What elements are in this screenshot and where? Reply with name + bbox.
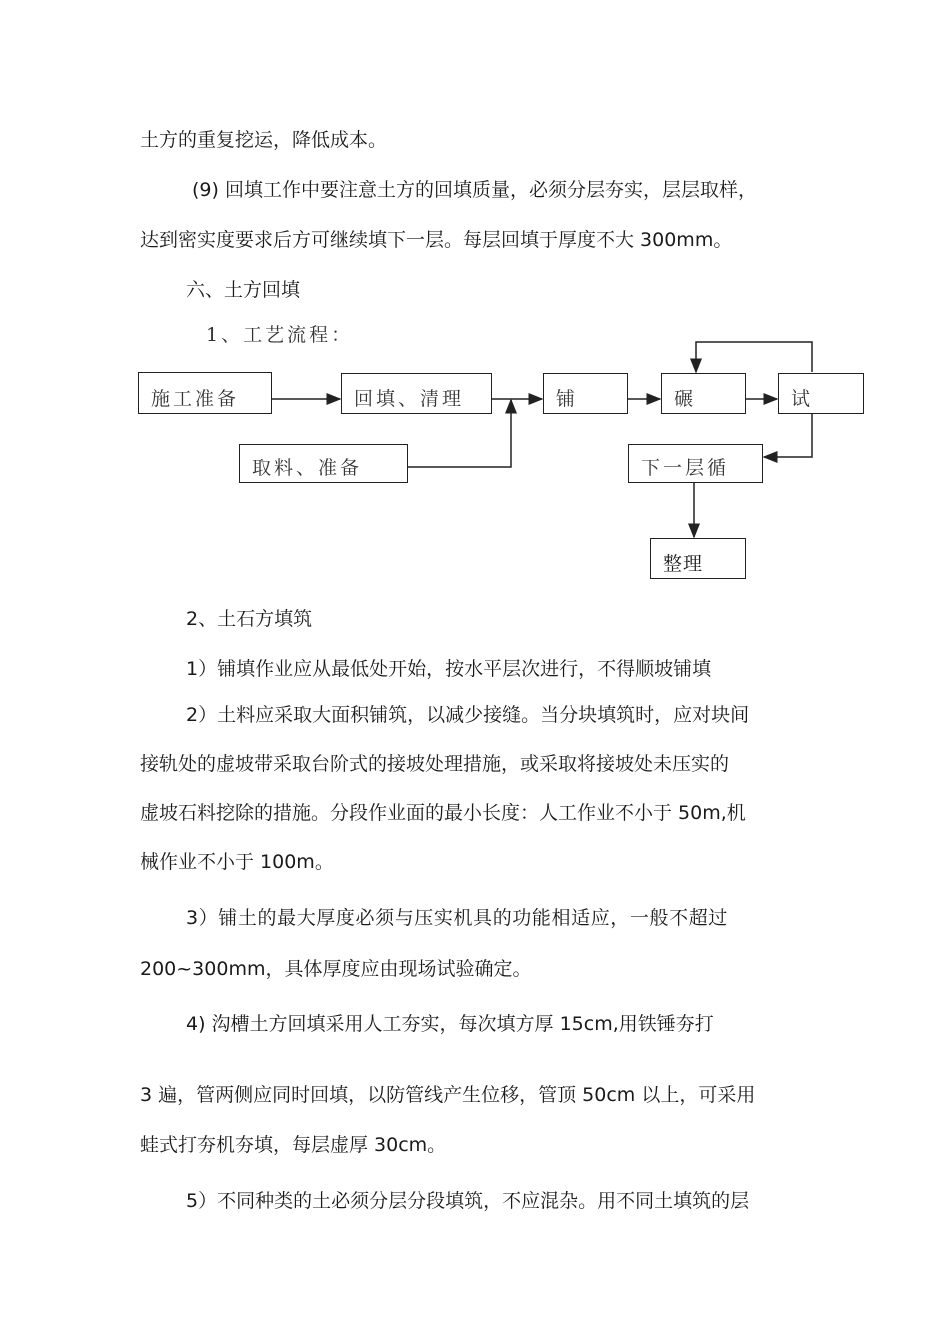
flow-box-roll — [661, 373, 746, 414]
flow-box-label: 铺 — [556, 388, 579, 410]
flow-box-test — [778, 373, 864, 414]
item-2b: 接轨处的虚坡带采取台阶式的接坡处理措施，或采取将接坡处未压实的 — [140, 753, 730, 775]
flow-box-construction-prep — [138, 372, 272, 414]
paragraph-2a: (9) 回填工作中要注意土方的回填质量，必须分层夯实，层层取样， — [192, 179, 757, 201]
flow-box-finish — [650, 538, 746, 579]
item-3a: 3）铺土的最大厚度必须与压实机具的功能相适应，一般不超过 — [186, 907, 728, 929]
heading-section-6: 六、土方回填 — [186, 279, 301, 301]
flow-box-label: 下一层循 — [641, 457, 730, 479]
flow-box-label: 施工准备 — [151, 388, 240, 410]
flow-box-label: 整理 — [663, 553, 704, 575]
flow-box-backfill-clean — [341, 373, 492, 414]
flow-box-label: 取料、准备 — [252, 457, 363, 479]
flow-box-label: 回填、清理 — [354, 388, 465, 410]
flow-connectors — [0, 0, 950, 600]
item-2d: 械作业不小于 100m。 — [140, 851, 334, 873]
item-2a: 2）土料应采取大面积铺筑，以减少接缝。当分块填筑时，应对块间 — [186, 704, 750, 726]
flow-box-next-layer — [628, 444, 763, 483]
item-1: 1）铺填作业应从最低处开始，按水平层次进行，不得顺坡铺填 — [186, 658, 712, 680]
item-4a: 4) 沟槽土方回填采用人工夯实，每次填方厚 15cm,用铁锤夯打 — [186, 1013, 714, 1035]
flow-box-label: 试 — [791, 388, 814, 410]
item-4c: 蛙式打夯机夯填，每层虚厚 30cm。 — [140, 1134, 447, 1156]
flow-box-spread — [543, 373, 628, 414]
paragraph-2b: 达到密实度要求后方可继续填下一层。每层回填于厚度不大 300mm。 — [140, 229, 733, 251]
item-3b: 200~300mm，具体厚度应由现场试验确定。 — [140, 958, 532, 980]
flow-box-take-material — [239, 444, 408, 483]
paragraph-1: 土方的重复挖运，降低成本。 — [140, 129, 388, 151]
item-4b: 3 遍，管两侧应同时回填，以防管线产生位移，管顶 50cm 以上，可采用 — [140, 1084, 756, 1106]
heading-earth-rock-fill: 2、土石方填筑 — [186, 608, 313, 630]
item-5: 5）不同种类的土必须分层分段填筑，不应混杂。用不同土填筑的层 — [186, 1190, 750, 1212]
heading-process-flow: 1、工艺流程： — [206, 324, 354, 346]
item-2c: 虚坡石料挖除的措施。分段作业面的最小长度：人工作业不小于 50m,机 — [140, 802, 746, 824]
flow-box-label: 碾 — [674, 388, 697, 410]
